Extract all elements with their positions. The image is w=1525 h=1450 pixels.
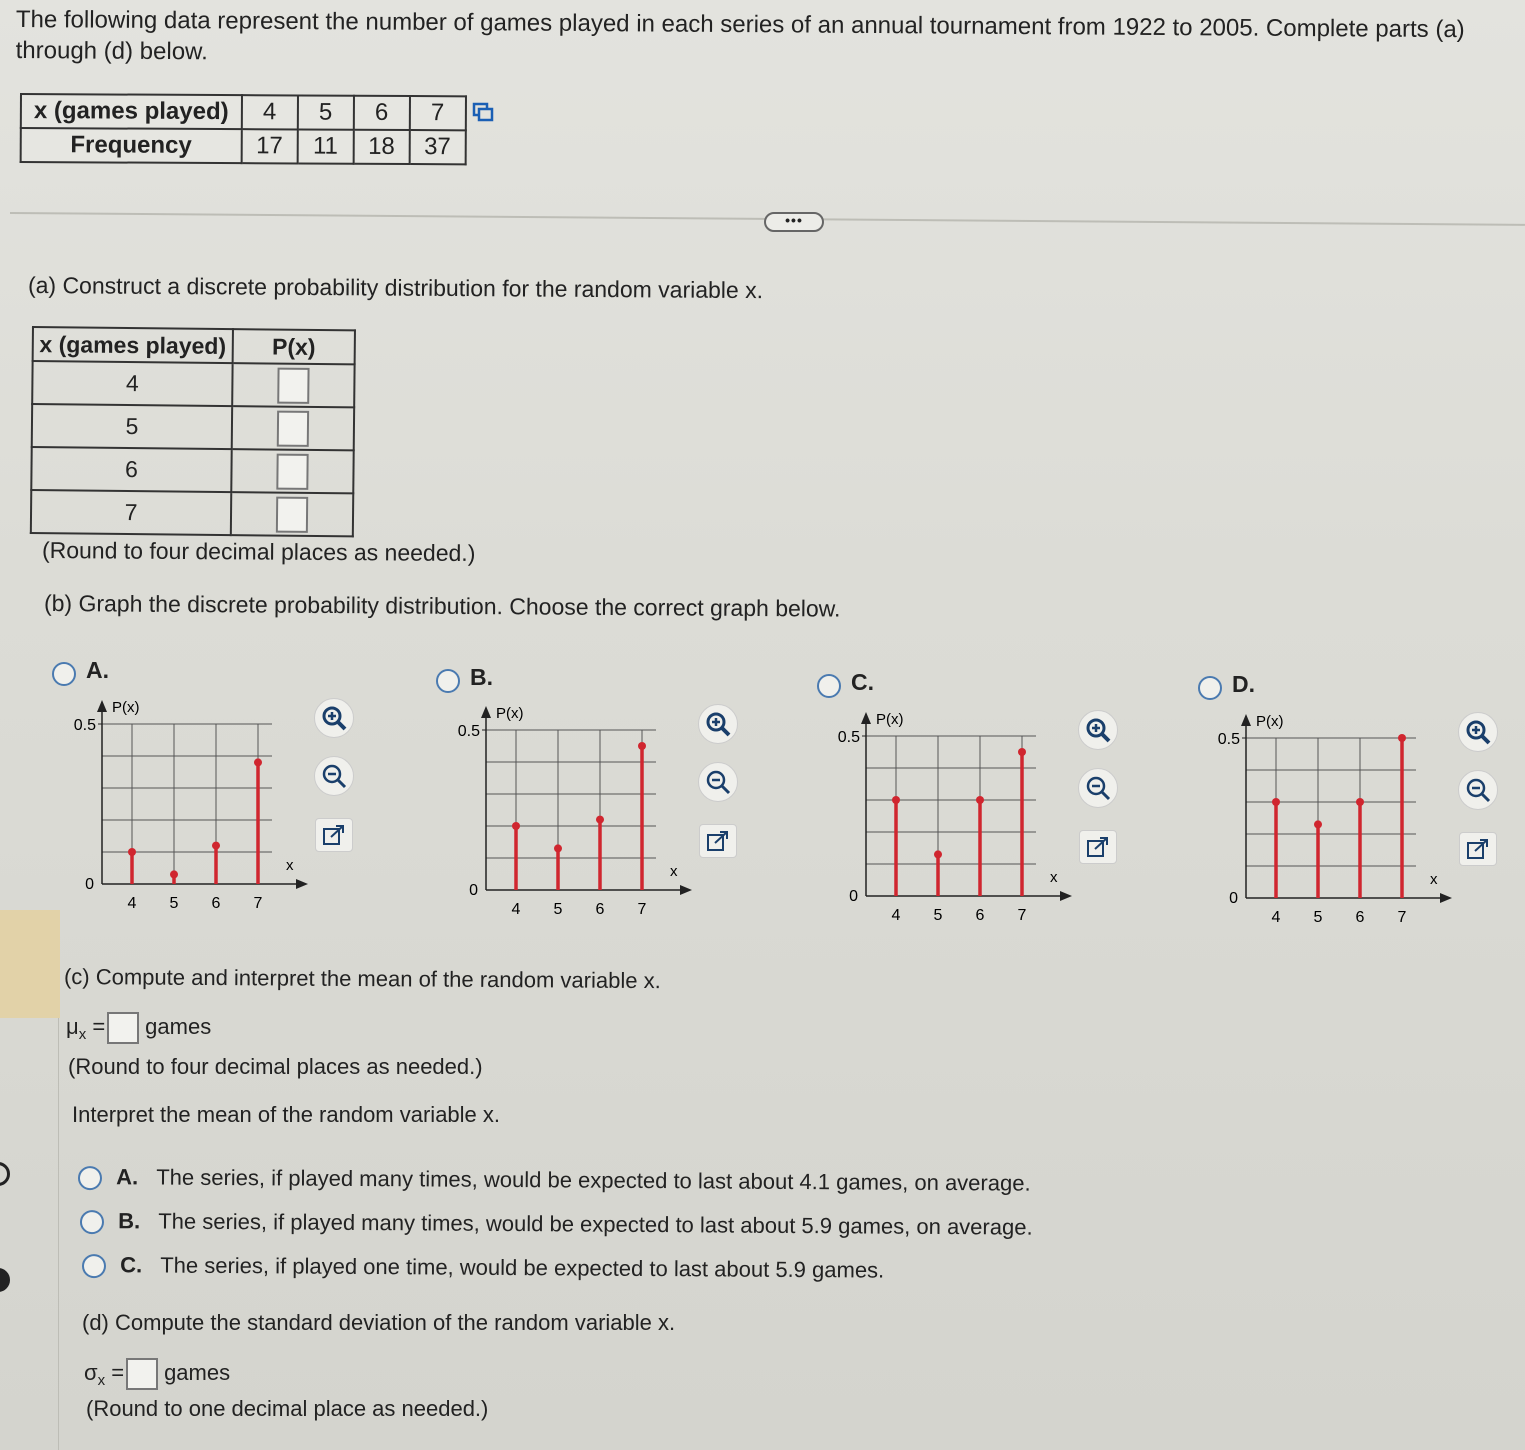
graph-svg xyxy=(1206,708,1456,938)
part-a-prompt: (a) Construct a discrete probability distribution for the random variable x. xyxy=(27,272,764,304)
x-axis-label: x xyxy=(1430,871,1438,888)
prob-header-px: P(x) xyxy=(233,329,355,364)
probability-point xyxy=(1018,748,1026,756)
option-text: The series, if played one time, would be expected to last about 5.9 games. xyxy=(160,1252,885,1283)
probability-graph-b xyxy=(446,700,696,960)
probability-point xyxy=(596,816,604,824)
x-tick-label: 5 xyxy=(553,901,563,918)
copy-icon[interactable] xyxy=(472,102,496,124)
x-tick-label: 5 xyxy=(933,907,943,924)
option-letter: B. xyxy=(118,1208,141,1234)
mu-symbol: μ xyxy=(66,1013,79,1039)
freq-x-cell: 7 xyxy=(410,96,466,130)
part-c-interpret: Interpret the mean of the random variable x. xyxy=(72,1102,501,1127)
y-tick-label: 0.5 xyxy=(73,717,96,734)
y-axis-label: P(x) xyxy=(112,699,140,716)
option-letter: D. xyxy=(1232,671,1255,697)
mu-answer-row xyxy=(66,1012,211,1044)
x-tick-label: 5 xyxy=(169,895,179,912)
y-tick-label: 0.5 xyxy=(457,723,480,740)
freq-value-cell: 37 xyxy=(409,130,465,164)
graph-svg xyxy=(826,706,1076,936)
x-tick-label: 7 xyxy=(1017,907,1027,924)
edge-radio-partial-filled[interactable] xyxy=(0,1268,10,1292)
probability-table xyxy=(30,326,356,537)
y-tick-label: 0.5 xyxy=(1217,731,1240,748)
radio-button[interactable] xyxy=(436,669,460,693)
x-tick-label: 4 xyxy=(891,907,901,924)
option-text: The series, if played many times, would be expected to last about 5.9 games, on average. xyxy=(158,1208,1033,1240)
zoom-in-icon[interactable] xyxy=(314,698,354,738)
sigma-symbol: σ xyxy=(84,1359,98,1385)
probability-point xyxy=(976,796,984,804)
x-tick-label: 6 xyxy=(1355,909,1365,926)
freq-x-cell: 5 xyxy=(298,95,354,129)
x-tick-label: 4 xyxy=(511,901,521,918)
zoom-in-icon[interactable] xyxy=(1078,710,1118,750)
radio-button[interactable] xyxy=(52,662,76,686)
part-b-prompt: (b) Graph the discrete probability distribution. Choose the correct graph below. xyxy=(43,590,841,622)
prob-x-cell: 4 xyxy=(32,361,232,406)
x-axis-arrow xyxy=(296,879,308,889)
graph-option-b[interactable] xyxy=(436,664,493,693)
x-tick-label: 6 xyxy=(211,895,221,912)
mean-option-b[interactable] xyxy=(80,1208,1033,1241)
side-highlight xyxy=(0,910,60,1018)
radio-button[interactable] xyxy=(1198,676,1222,700)
x-tick-label: 4 xyxy=(127,895,137,912)
y-tick-label: 0 xyxy=(85,876,94,893)
mu-unit: games xyxy=(145,1013,212,1039)
part-d-prompt: (d) Compute the standard deviation of the random variable x. xyxy=(82,1310,676,1335)
freq-row-label-frequency: Frequency xyxy=(21,128,242,163)
probability-point xyxy=(638,742,646,750)
open-external-icon[interactable] xyxy=(315,818,353,852)
radio-button[interactable] xyxy=(78,1166,102,1190)
prob-x-cell: 7 xyxy=(31,490,231,535)
part-d-note: (Round to one decimal place as needed.) xyxy=(86,1396,489,1421)
option-text: The series, if played many times, would be expected to last about 4.1 games, on average. xyxy=(156,1164,1031,1196)
side-divider xyxy=(58,1018,59,1450)
probability-point xyxy=(1356,798,1364,806)
y-axis-label: P(x) xyxy=(1256,713,1284,730)
x-tick-label: 7 xyxy=(253,895,263,912)
sigma-subscript: x xyxy=(97,1372,106,1390)
px-answer-input[interactable] xyxy=(277,410,309,446)
x-tick-label: 7 xyxy=(637,901,647,918)
prob-header-x: x (games played) xyxy=(33,327,233,363)
freq-value-cell: 18 xyxy=(353,130,409,164)
freq-value-cell: 17 xyxy=(241,129,297,163)
graph-option-c[interactable] xyxy=(817,669,874,698)
probability-point xyxy=(934,850,942,858)
y-axis-arrow xyxy=(97,700,107,712)
probability-point xyxy=(892,796,900,804)
probability-point xyxy=(128,848,136,856)
open-external-icon[interactable] xyxy=(1459,832,1497,866)
radio-button[interactable] xyxy=(80,1210,104,1234)
y-axis-label: P(x) xyxy=(496,705,524,722)
y-tick-label: 0.5 xyxy=(837,729,860,746)
open-external-icon[interactable] xyxy=(699,824,737,858)
y-axis-arrow xyxy=(1241,714,1251,726)
x-tick-label: 4 xyxy=(1271,909,1281,926)
x-axis-arrow xyxy=(1060,891,1072,901)
mean-option-c[interactable] xyxy=(82,1252,884,1284)
prob-x-cell: 5 xyxy=(32,404,232,449)
prob-x-cell: 6 xyxy=(31,447,231,492)
probability-point xyxy=(1272,798,1280,806)
graph-option-a[interactable] xyxy=(52,657,109,686)
x-axis-arrow xyxy=(680,885,692,895)
mu-subscript: x xyxy=(78,1026,87,1044)
radio-button[interactable] xyxy=(817,674,841,698)
y-tick-label: 0 xyxy=(1229,890,1238,907)
probability-point xyxy=(254,758,262,766)
mu-equals: = xyxy=(92,1013,106,1039)
x-tick-label: 5 xyxy=(1313,909,1323,926)
zoom-out-icon[interactable] xyxy=(314,756,354,796)
sigma-answer-input[interactable] xyxy=(126,1358,158,1390)
y-axis-arrow xyxy=(481,706,491,718)
y-tick-label: 0 xyxy=(849,888,858,905)
option-letter: A. xyxy=(116,1164,139,1190)
probability-point xyxy=(554,844,562,852)
x-tick-label: 7 xyxy=(1397,909,1407,926)
x-tick-label: 6 xyxy=(595,901,605,918)
prob-cell xyxy=(231,492,353,536)
graph-option-d[interactable] xyxy=(1198,671,1255,700)
x-tick-label: 6 xyxy=(975,907,985,924)
mu-answer-input[interactable] xyxy=(107,1012,139,1044)
probability-point xyxy=(212,842,220,850)
freq-x-cell: 6 xyxy=(354,96,410,130)
x-axis-label: x xyxy=(1050,869,1058,886)
question-intro: The following data represent the number of games played in each series of an annual tournament from 1922 to 2005. Complete parts (a) through (d) below. xyxy=(15,5,1465,66)
zoom-in-icon[interactable] xyxy=(1458,712,1498,752)
radio-button[interactable] xyxy=(82,1254,106,1278)
probability-point xyxy=(512,822,520,830)
option-letter: C. xyxy=(851,669,874,695)
freq-value-cell: 11 xyxy=(297,129,353,163)
part-c-prompt: (c) Compute and interpret the mean of the random variable x. xyxy=(63,964,661,994)
option-letter: A. xyxy=(86,657,109,683)
option-letter: B. xyxy=(470,664,493,690)
graph-svg xyxy=(446,700,696,930)
zoom-out-icon[interactable] xyxy=(1458,770,1498,810)
zoom-out-icon[interactable] xyxy=(698,762,738,802)
probability-point xyxy=(1398,734,1406,742)
prob-cell xyxy=(231,449,353,493)
part-a-note: (Round to four decimal places as needed.) xyxy=(41,537,476,567)
x-axis-label: x xyxy=(670,863,678,880)
frequency-table xyxy=(20,93,467,165)
px-answer-input[interactable] xyxy=(276,453,308,489)
sigma-equals: = xyxy=(111,1359,125,1385)
x-axis-arrow xyxy=(1440,893,1452,903)
freq-x-cell: 4 xyxy=(242,95,298,129)
prob-cell xyxy=(232,406,354,450)
part-c-note: (Round to four decimal places as needed.) xyxy=(68,1054,483,1079)
zoom-in-icon[interactable] xyxy=(698,704,738,744)
option-letter: C. xyxy=(120,1252,143,1278)
graph-svg xyxy=(62,694,312,924)
sigma-answer-row xyxy=(84,1358,230,1390)
edge-radio-partial[interactable] xyxy=(0,1162,10,1186)
mean-option-a[interactable] xyxy=(78,1164,1031,1197)
freq-row-label-x: x (games played) xyxy=(21,94,242,129)
probability-graph-d xyxy=(1206,708,1456,968)
probability-graph-c xyxy=(826,706,1076,966)
probability-point xyxy=(1314,820,1322,828)
more-button[interactable]: ••• xyxy=(764,212,824,232)
probability-point xyxy=(170,870,178,878)
y-axis-label: P(x) xyxy=(876,711,904,728)
open-external-icon[interactable] xyxy=(1079,830,1117,864)
px-answer-input[interactable] xyxy=(277,367,309,403)
zoom-out-icon[interactable] xyxy=(1078,768,1118,808)
sigma-unit: games xyxy=(164,1359,231,1385)
px-answer-input[interactable] xyxy=(276,496,308,532)
prob-cell xyxy=(232,363,354,407)
y-tick-label: 0 xyxy=(469,882,478,899)
y-axis-arrow xyxy=(861,712,871,724)
x-axis-label: x xyxy=(286,857,294,874)
probability-graph-a xyxy=(62,694,312,954)
